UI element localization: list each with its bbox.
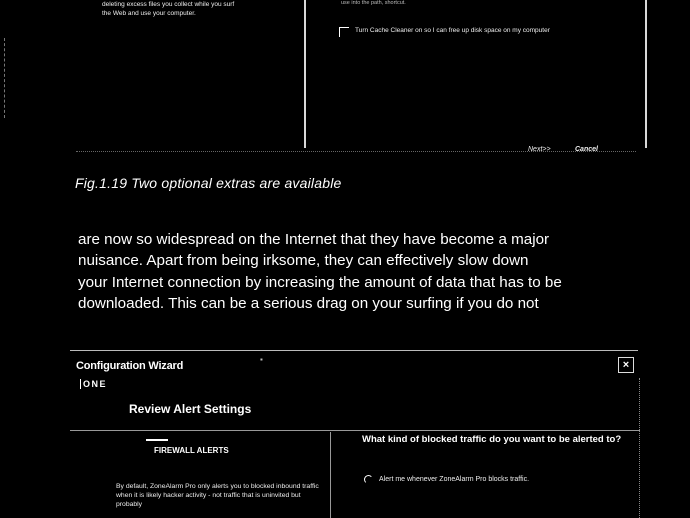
body-line: your Internet connection by increasing the amount of data that has to be — [78, 273, 562, 291]
body-line: downloaded. This can be a serious drag on your surfing if you do not — [78, 294, 539, 312]
firewall-alerts-pane — [70, 432, 331, 518]
page-title: Review Alert Settings — [129, 402, 252, 416]
cache-description-pane — [74, 0, 306, 148]
cache-option-pane — [315, 0, 647, 148]
cache-description-text: deleting excess files you collect while you surf the Web and use your computer. — [102, 1, 235, 17]
section-accent-bar — [146, 439, 168, 441]
cut-off-text: use into the path, shortcut. — [341, 0, 406, 6]
titlebar-decoration-icon: ▪ — [260, 355, 263, 364]
body-text — [78, 229, 658, 314]
close-button[interactable]: × — [618, 357, 634, 373]
next-button[interactable]: Next>> — [528, 146, 551, 153]
figure-caption: Fig.1.19 Two optional extras are available — [75, 175, 342, 191]
left-edge-rule — [4, 38, 8, 118]
window-right-edge — [637, 378, 640, 518]
alert-option-all[interactable] — [364, 475, 529, 484]
cancel-button[interactable]: Cancel — [575, 146, 598, 153]
body-line: are now so widespread on the Internet that they have become a major — [78, 231, 550, 248]
top-screenshot — [0, 0, 690, 172]
configuration-wizard-screenshot — [70, 350, 640, 518]
section-description: By default, ZoneAlarm Pro only alerts you to blocked inbound traffic when it is likely hacker activity - not traffic that is uninvited but probably — [116, 483, 319, 508]
zonealarm-logo: ONE — [80, 379, 107, 389]
window-title: Configuration Wizard — [76, 360, 184, 372]
body-line: nuisance. Apart from being irksome, they can effectively slow down — [78, 252, 529, 270]
cache-cleaner-label: Turn Cache Cleaner on so I can free up disk space on my computer — [355, 27, 550, 34]
dialog-bottom-rule — [76, 151, 636, 164]
alert-question: What kind of blocked traffic do you want to be alerted to? — [362, 434, 622, 445]
section-title: FIREWALL ALERTS — [154, 446, 229, 455]
window-titlebar — [70, 350, 638, 379]
cache-cleaner-checkbox[interactable] — [339, 27, 349, 37]
alert-all-radio[interactable] — [364, 475, 373, 484]
alert-all-label: Alert me whenever ZoneAlarm Pro blocks traffic. — [379, 476, 530, 483]
cache-cleaner-option[interactable] — [339, 26, 605, 37]
